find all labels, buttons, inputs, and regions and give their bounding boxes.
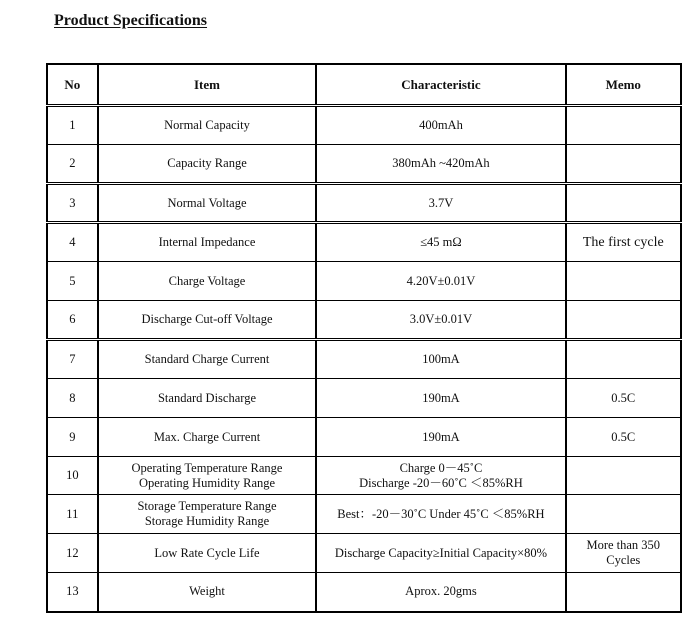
header-memo: Memo xyxy=(566,64,681,106)
cell-characteristic xyxy=(316,340,565,379)
cell-no: 12 xyxy=(47,534,98,573)
cell-characteristic xyxy=(316,223,565,262)
cell-characteristic xyxy=(316,184,565,223)
cell-memo xyxy=(566,457,681,495)
cell-item xyxy=(98,301,317,340)
cell-characteristic-line: Best：-20－30˚C Under 45˚C ＜85%RH xyxy=(337,506,545,521)
cell-no: 11 xyxy=(47,495,98,534)
cell-characteristic xyxy=(316,262,565,301)
table-row xyxy=(47,301,681,340)
cell-characteristic xyxy=(316,301,565,340)
cell-characteristic-line: 3.7V xyxy=(428,195,454,210)
cell-item-line: Normal Capacity xyxy=(164,118,250,132)
cell-characteristic xyxy=(316,106,565,145)
cell-item-line: Standard Charge Current xyxy=(144,352,270,366)
cell-memo xyxy=(566,573,681,612)
cell-characteristic xyxy=(316,457,565,495)
cell-characteristic-line: ≤45 mΩ xyxy=(420,235,462,249)
cell-no: 4 xyxy=(47,223,98,262)
cell-no: 13 xyxy=(47,573,98,612)
table-row xyxy=(47,145,681,184)
cell-item-line: Operating Humidity Range xyxy=(138,475,276,490)
spec-table xyxy=(46,63,682,613)
cell-characteristic-line: Discharge Capacity≥Initial Capacity×80% xyxy=(334,545,548,560)
cell-item-line: Weight xyxy=(189,584,225,599)
cell-item xyxy=(98,262,317,301)
cell-characteristic xyxy=(316,379,565,418)
cell-characteristic-line: Aprox. 20gms xyxy=(405,584,477,599)
table-row xyxy=(47,573,681,612)
cell-characteristic xyxy=(316,534,565,573)
cell-memo xyxy=(566,301,681,340)
table-row xyxy=(47,379,681,418)
cell-no: 8 xyxy=(47,379,98,418)
cell-characteristic-line: 190mA xyxy=(422,429,460,444)
cell-no: 5 xyxy=(47,262,98,301)
cell-memo: 0.5C xyxy=(566,379,681,418)
header-characteristic: Characteristic xyxy=(316,64,565,106)
cell-item-line: Operating Temperature Range xyxy=(131,460,283,475)
cell-item xyxy=(98,340,317,379)
cell-characteristic-line: 400mAh xyxy=(419,118,463,132)
table-row xyxy=(47,418,681,457)
cell-characteristic-line: 190mA xyxy=(422,390,460,405)
cell-item xyxy=(98,223,317,262)
cell-item xyxy=(98,106,317,145)
cell-characteristic-line: Discharge -20－60˚C ＜85%RH xyxy=(359,475,523,490)
table-row xyxy=(47,340,681,379)
cell-item-line: Internal Impedance xyxy=(158,235,256,249)
cell-item xyxy=(98,573,317,612)
cell-memo xyxy=(566,145,681,184)
table-row xyxy=(47,457,681,495)
cell-characteristic xyxy=(316,145,565,184)
table-body xyxy=(47,106,681,612)
cell-item xyxy=(98,534,317,573)
cell-item-line: Charge Voltage xyxy=(168,273,246,288)
cell-item xyxy=(98,379,317,418)
cell-memo: The first cycle xyxy=(566,223,681,262)
cell-item-line: Low Rate Cycle Life xyxy=(154,545,260,560)
cell-memo: More than 350 Cycles xyxy=(566,534,681,573)
cell-item xyxy=(98,418,317,457)
cell-characteristic xyxy=(316,418,565,457)
table-row xyxy=(47,223,681,262)
header-item: Item xyxy=(98,64,317,106)
cell-characteristic-line: 4.20V±0.01V xyxy=(406,273,476,288)
cell-memo xyxy=(566,106,681,145)
table-row xyxy=(47,184,681,223)
table-row xyxy=(47,495,681,534)
cell-memo xyxy=(566,262,681,301)
cell-characteristic xyxy=(316,495,565,534)
cell-item-line: Normal Voltage xyxy=(167,195,247,210)
table-row xyxy=(47,262,681,301)
table-header-row xyxy=(47,64,681,106)
cell-characteristic xyxy=(316,573,565,612)
cell-item xyxy=(98,184,317,223)
cell-no: 3 xyxy=(47,184,98,223)
cell-item xyxy=(98,145,317,184)
cell-characteristic-line: 3.0V±0.01V xyxy=(409,312,473,326)
cell-memo: 0.5C xyxy=(566,418,681,457)
cell-item-line: Storage Humidity Range xyxy=(144,514,270,528)
cell-memo xyxy=(566,495,681,534)
cell-characteristic-line: 380mAh ~420mAh xyxy=(392,156,490,170)
cell-no: 9 xyxy=(47,418,98,457)
cell-item-line: Discharge Cut-off Voltage xyxy=(141,312,273,326)
table-row xyxy=(47,534,681,573)
cell-no: 7 xyxy=(47,340,98,379)
cell-no: 1 xyxy=(47,106,98,145)
cell-item-line: Max. Charge Current xyxy=(153,429,261,444)
cell-memo xyxy=(566,340,681,379)
cell-no: 10 xyxy=(47,457,98,495)
cell-memo xyxy=(566,184,681,223)
cell-characteristic-line: 100mA xyxy=(422,352,460,366)
cell-no: 2 xyxy=(47,145,98,184)
cell-item-line: Storage Temperature Range xyxy=(137,499,277,513)
cell-item xyxy=(98,457,317,495)
cell-characteristic-line: Charge 0－45˚C xyxy=(399,460,483,475)
table-row xyxy=(47,106,681,145)
cell-no: 6 xyxy=(47,301,98,340)
cell-item-line: Standard Discharge xyxy=(157,390,256,405)
page-title: Product Specifications xyxy=(54,12,208,29)
cell-item-line: Capacity Range xyxy=(167,156,247,170)
header-no: No xyxy=(47,64,98,106)
cell-item xyxy=(98,495,317,534)
